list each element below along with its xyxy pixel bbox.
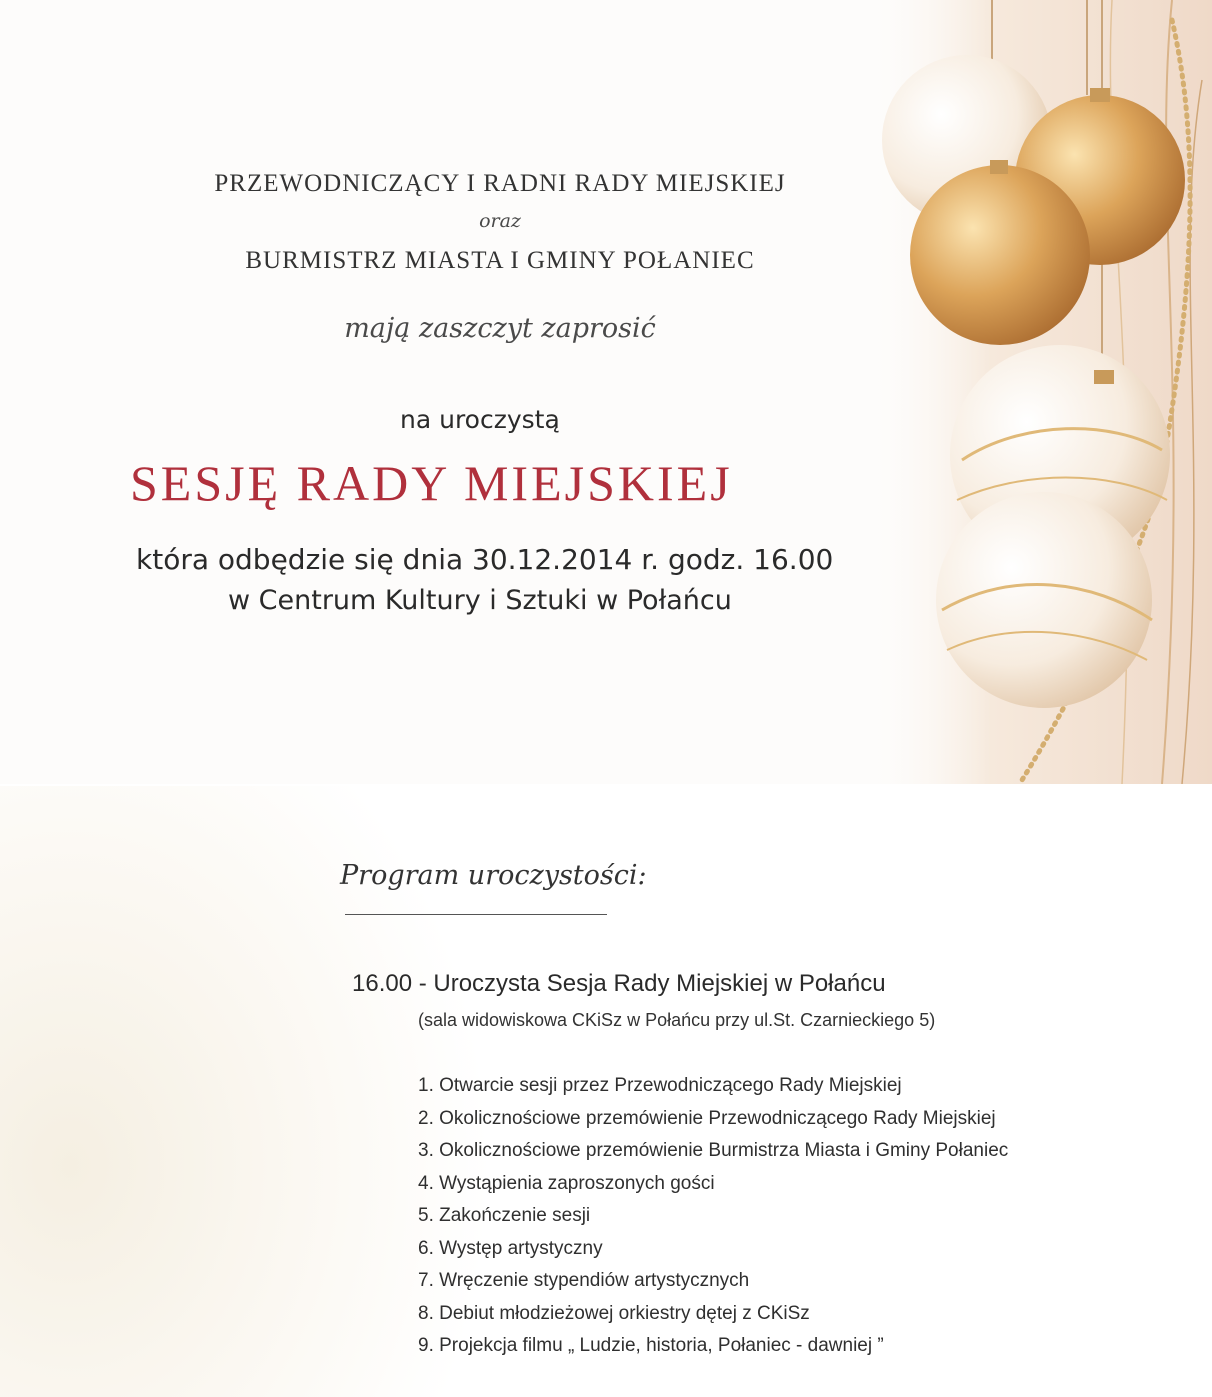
agenda-item: 7. Wręczenie stypendiów artystycznych <box>418 1270 750 1291</box>
conjunction-text: oraz <box>479 210 521 232</box>
host-line-council: PRZEWODNICZĄCY I RADNI RADY MIEJSKIEJ <box>214 170 786 197</box>
program-location-note: (sala widowiskowa CKiSz w Połańcu przy ul.St. Czarnieckiego 5) <box>418 1010 936 1030</box>
agenda-item: 2. Okolicznościowe przemówienie Przewodniczącego Rady Miejskiej <box>418 1107 996 1129</box>
agenda-item: 5. Zakończenie sesji <box>418 1205 591 1226</box>
christmas-baubles-icon <box>872 0 1212 784</box>
agenda-item: 4. Wystąpienia zaproszonych gości <box>418 1172 715 1194</box>
host-line-mayor: BURMISTRZ MIASTA I GMINY POŁANIEC <box>245 247 755 274</box>
event-title: SESJĘ RADY MIEJSKIEJ <box>130 455 733 511</box>
event-date: która odbędzie się dnia 30.12.2014 r. godz. 16.00 <box>136 543 834 576</box>
agenda-item: 6. Występ artystyczny <box>418 1237 603 1259</box>
event-venue: w Centrum Kultury i Sztuki w Połańcu <box>228 585 732 616</box>
agenda-item: 9. Projekcja filmu „ Ludzie, historia, Połaniec - dawniej ” <box>418 1335 884 1356</box>
agenda-item: 3. Okolicznościowe przemówienie Burmistrza Miasta i Gminy Połaniec <box>418 1140 1009 1161</box>
invite-phrase: mają zaszczyt zaprosić <box>344 313 656 344</box>
program-heading: Program uroczystości: <box>340 860 647 891</box>
agenda-item: 8. Debiut młodzieżowej orkiestry dętej z CKiSz <box>418 1302 810 1324</box>
intro-text: na uroczystą <box>400 405 560 434</box>
heading-underline <box>345 914 607 915</box>
agenda-list <box>418 1070 1008 1363</box>
program-main-item: 16.00 - Uroczysta Sesja Rady Miejskiej w Połańcu <box>352 970 886 997</box>
agenda-item: 1. Otwarcie sesji przez Przewodniczącego Rady Miejskiej <box>418 1075 902 1096</box>
